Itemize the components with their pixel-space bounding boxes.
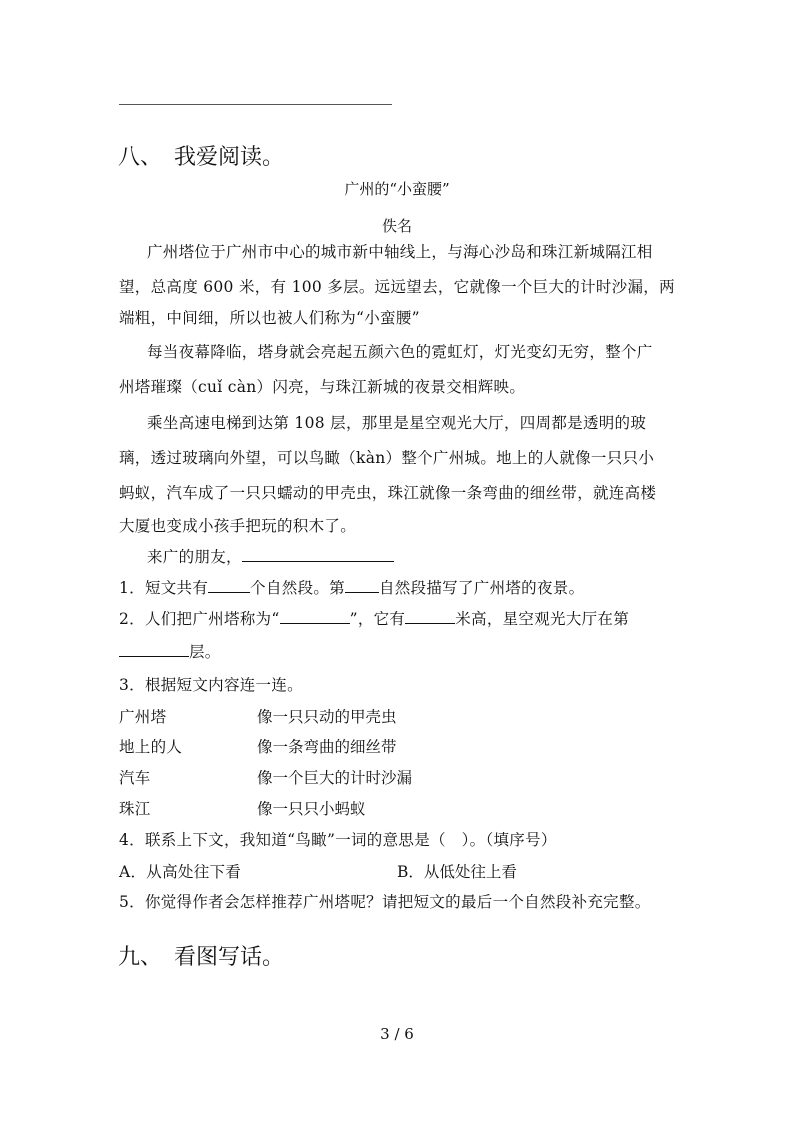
- paragraph-1-line-1: 广州塔位于广州市中心的城市新中轴线上，与海心沙岛和珠江新城隔江相: [147, 243, 653, 261]
- q3-right-item: 像一个巨大的计时沙漏: [257, 769, 413, 787]
- q1-text-c: 自然段描写了广州塔的夜景。: [378, 579, 585, 597]
- question-1: [119, 576, 584, 598]
- q2-blank-1[interactable]: [280, 609, 350, 624]
- paragraph-2-line-1: 每当夜幕降临，塔身就会亮起五颜六色的霓虹灯，灯光变幻无穷，整个广: [147, 343, 653, 361]
- q1-blank-2[interactable]: [345, 578, 379, 593]
- paragraph-3-line-1: 乘坐高速电梯到达第 108 层，那里是星空观光大厅，四周都是透明的玻: [147, 414, 647, 432]
- section-9-title: 看图写话。: [174, 945, 285, 970]
- article-author: 佚名: [381, 217, 412, 235]
- section-8-number: 八、: [118, 145, 163, 170]
- q1-blank-1[interactable]: [208, 578, 250, 593]
- paragraph-1-line-3: 端粗，中间细，所以也被人们称为“小蛮腰”: [119, 309, 420, 327]
- q2-blank-3[interactable]: [119, 642, 189, 657]
- question-5-prompt: 5．你觉得作者会怎样推荐广州塔呢？请把短文的最后一个自然段补充完整。: [119, 893, 651, 911]
- q2-text-c: 米高，星空观光大厅在第: [455, 610, 630, 628]
- q3-right-item: 像一只只动的甲壳虫: [257, 708, 397, 726]
- q3-left-item: 汽车: [119, 769, 151, 787]
- q3-left-item: 广州塔: [119, 708, 167, 726]
- q2-text-d: 层。: [189, 643, 221, 661]
- q3-left-item: 珠江: [119, 800, 151, 818]
- page-number: 3 / 6: [380, 1025, 414, 1043]
- paragraph-1-line-2: 望，总高度 600 米，有 100 多层。远远望去，它就像一个巨大的计时沙漏，两: [119, 278, 675, 296]
- paragraph-2-line-2: 州塔璀璨（cuǐ càn）闪亮，与珠江新城的夜景交相辉映。: [119, 378, 526, 396]
- top-divider: [119, 104, 392, 105]
- q4-option-b: B．从低处往上看: [397, 863, 517, 881]
- question-2: [119, 607, 629, 629]
- q2-text-b: ”，它有: [349, 610, 406, 628]
- question-3-prompt: 3．根据短文内容连一连。: [119, 676, 303, 694]
- paragraph-3-line-3: 蚂蚁，汽车成了一只只蠕动的甲壳虫，珠江就像一条弯曲的细丝带，就连高楼: [119, 484, 657, 502]
- paragraph-3-line-4: 大厦也变成小孩手把玩的积木了。: [119, 517, 357, 535]
- q3-right-item: 像一条弯曲的细丝带: [257, 738, 397, 756]
- paragraph-3-line-2: 璃，透过玻璃向外望，可以鸟瞰（kàn）整个广州城。地上的人就像一只只小: [119, 449, 655, 467]
- q4-option-a: A．从高处往下看: [119, 863, 242, 881]
- section-8-title: 我爱阅读。: [174, 145, 285, 170]
- q2-blank-2[interactable]: [405, 609, 455, 624]
- q3-left-item: 地上的人: [119, 738, 183, 756]
- section-9-heading: [118, 940, 284, 971]
- q1-text-a: 1．短文共有: [119, 579, 209, 597]
- q1-text-b: 个自然段。第: [250, 579, 345, 597]
- q3-right-item: 像一只只小蚂蚁: [257, 800, 366, 818]
- q2-text-a: 2．人们把广州塔称为“: [119, 610, 280, 628]
- question-2-cont: [119, 640, 221, 662]
- section-8-heading: [118, 140, 284, 171]
- paragraph-4-prefix: 来广的朋友，: [147, 548, 242, 566]
- section-9-number: 九、: [118, 945, 163, 970]
- paragraph-4-fill-blank[interactable]: [242, 547, 394, 562]
- paragraph-4-line: [147, 545, 394, 567]
- question-4-prompt: 4．联系上下文，我知道“鸟瞰”一词的意思是（ ）。（填序号）: [119, 831, 557, 849]
- article-title: 广州的“小蛮腰”: [344, 180, 450, 198]
